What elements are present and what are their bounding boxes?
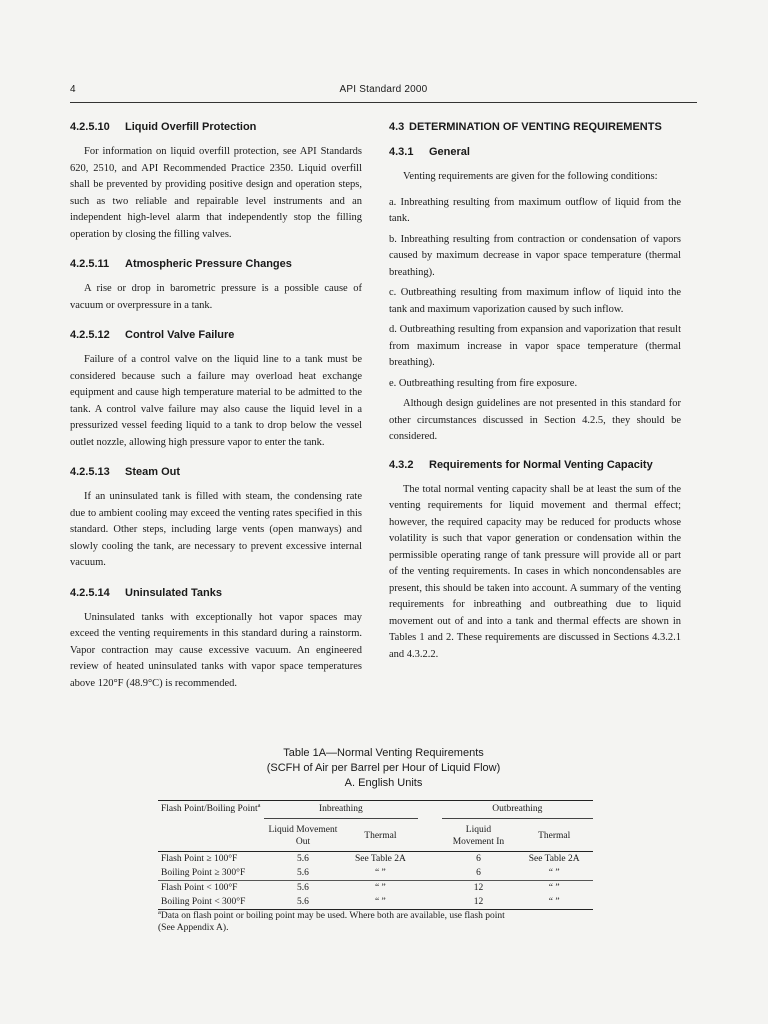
section-4-3-2: [389, 458, 681, 664]
table-row: Boiling Point < 300°F 5.6 “ ” 12 “ ”: [158, 895, 593, 910]
stub-header: Flash Point/Boiling Point$^a$: [158, 801, 264, 852]
section-heading: 4.2.5.14 Uninsulated Tanks: [70, 586, 222, 599]
section-paragraph: A rise or drop in barometric pressure is a possible cause of vacuum or overpressure in a tank.: [70, 283, 362, 311]
right-column: [389, 120, 681, 675]
outbreathing-header: Outbreathing: [442, 801, 593, 819]
section-4-2-5-13: [70, 465, 362, 572]
intro-paragraph: Venting requirements are given for the following conditions:: [403, 171, 658, 182]
table-row: Flash Point ≥ 100°F 5.6 See Table 2A 6 See Table 2A: [161, 854, 580, 864]
closing-paragraph: Although design guidelines are not presented in this standard for other circumstances discussed in Section 4.2.5, they should be considered.: [389, 398, 681, 442]
table-row: Flash Point < 100°F 5.6 “ ” 12 “ ”: [158, 881, 593, 896]
section-heading: 4.2.5.10 Liquid Overfill Protection: [70, 121, 257, 133]
left-column: [70, 120, 362, 706]
in-thermal-header: Thermal: [342, 819, 418, 852]
normal-venting-table: [158, 800, 593, 910]
section-paragraph: For information on liquid overfill protection, see API Standards 620, 2510, and API Recommended Practice 2350. Liquid overfill shall be prevented by providing positive design and operation steps, such as two reliable and repairable level instruments and an independent high-level alarm that independently stop the filling operation by closing the filling valves.: [70, 146, 362, 240]
section-heading: 4.2.5.12 Control Valve Failure: [70, 329, 235, 341]
major-heading: 4.3 DETERMINATION OF VENTING REQUIREMENTS: [389, 121, 662, 133]
table-caption: [70, 746, 697, 791]
running-title: API Standard 2000: [339, 84, 428, 95]
list-item: a. Inbreathing resulting from maximum outflow of liquid from the tank.: [389, 196, 681, 224]
list-item: c. Outbreathing resulting from maximum inflow of liquid into the tank and maximum vaporization caused by such inflow.: [389, 287, 681, 315]
section-4-2-5-14: [70, 586, 362, 693]
table-title: Table 1A—Normal Venting Requirements: [283, 747, 484, 759]
table-row: Boiling Point ≥ 300°F 5.6 “ ” 6 “ ”: [161, 868, 560, 878]
section-paragraph: If an uninsulated tank is filled with steam, the condensing rate due to ambient cooling may exceed the venting rates specified in this standard. Other steps, including large vents (open manways) and slowly cooling the tank, are necessary to prevent excessive internal vacuum.: [70, 491, 362, 568]
section-paragraph: Failure of a control valve on the liquid line to a tank must be considered because such a failure may overload heat exchange equipment and cause high temperature material to be admitted to the tank. A control valve failure may also cause the liquid level in a pressurized vessel feeding liquid to a tank to drop below the vessel outlet nozzle, allowing high pressure vapor to enter the tank.: [70, 354, 362, 448]
table-units: A. English Units: [344, 777, 423, 789]
page-number: 4: [70, 84, 76, 95]
liquid-out-header: Liquid Movement Out: [264, 819, 343, 852]
section-heading: 4.2.5.11 Atmospheric Pressure Changes: [70, 258, 292, 270]
section-heading: 4.2.5.13 Steam Out: [70, 466, 181, 478]
page-header: [70, 84, 697, 103]
section-4-3-1: [389, 145, 681, 446]
section-4-2-5-12: [70, 328, 362, 451]
table-footnote: $^a$Data on flash point or boiling point may be used. Where both are available, use flash point (See Appendix A).: [158, 908, 505, 933]
section-heading: 4.3.2 Requirements for Normal Venting Capacity: [389, 458, 653, 471]
section-4-2-5-10: [70, 120, 362, 243]
list-item: b. Inbreathing resulting from contraction or condensation of vapors caused by maximum decrease in vapor space temperature (thermal breathing).: [389, 233, 681, 278]
section-paragraph: The total normal venting capacity shall be at least the sum of the venting requirements for liquid movement and thermal effect; however, the required capacity may be reduced for products whose volatility is such that vapor generation or condensation within the permissible operating range of tank pressure will provide all or part of the venting requirements. In cases in which noncondensables are present, this should be taken into account. A summary of the venting requirements for inbreathing and outbreathing due to liquid movement out of and into a tank and thermal effects are shown in Tables 1 and 2. These requirements are discussed in Sections 4.3.2.1 and 4.3.2.2.: [389, 483, 681, 660]
section-4-2-5-11: [70, 257, 362, 314]
section-paragraph: Uninsulated tanks with exceptionally hot vapor spaces may exceed the venting requirements in this standard during a rainstorm. Vapor contraction may cause excessive vacuum. An engineered review of heated uninsulated tanks with vapor space temperatures above 120°F (48.9°C) is recommended.: [70, 611, 362, 689]
section-heading: 4.3.1 General: [389, 146, 470, 158]
list-item: e. Outbreathing resulting from fire exposure.: [389, 377, 578, 389]
inbreathing-header: Inbreathing: [264, 801, 419, 819]
table-subtitle: (SCFH of Air per Barrel per Hour of Liquid Flow): [266, 762, 501, 774]
liquid-in-header: Liquid Movement In: [442, 819, 516, 852]
list-item: d. Outbreathing resulting from expansion and vaporization that result from maximum increase in vapor space temperature (thermal breathing).: [389, 324, 681, 368]
out-thermal-header: Thermal: [515, 819, 593, 852]
